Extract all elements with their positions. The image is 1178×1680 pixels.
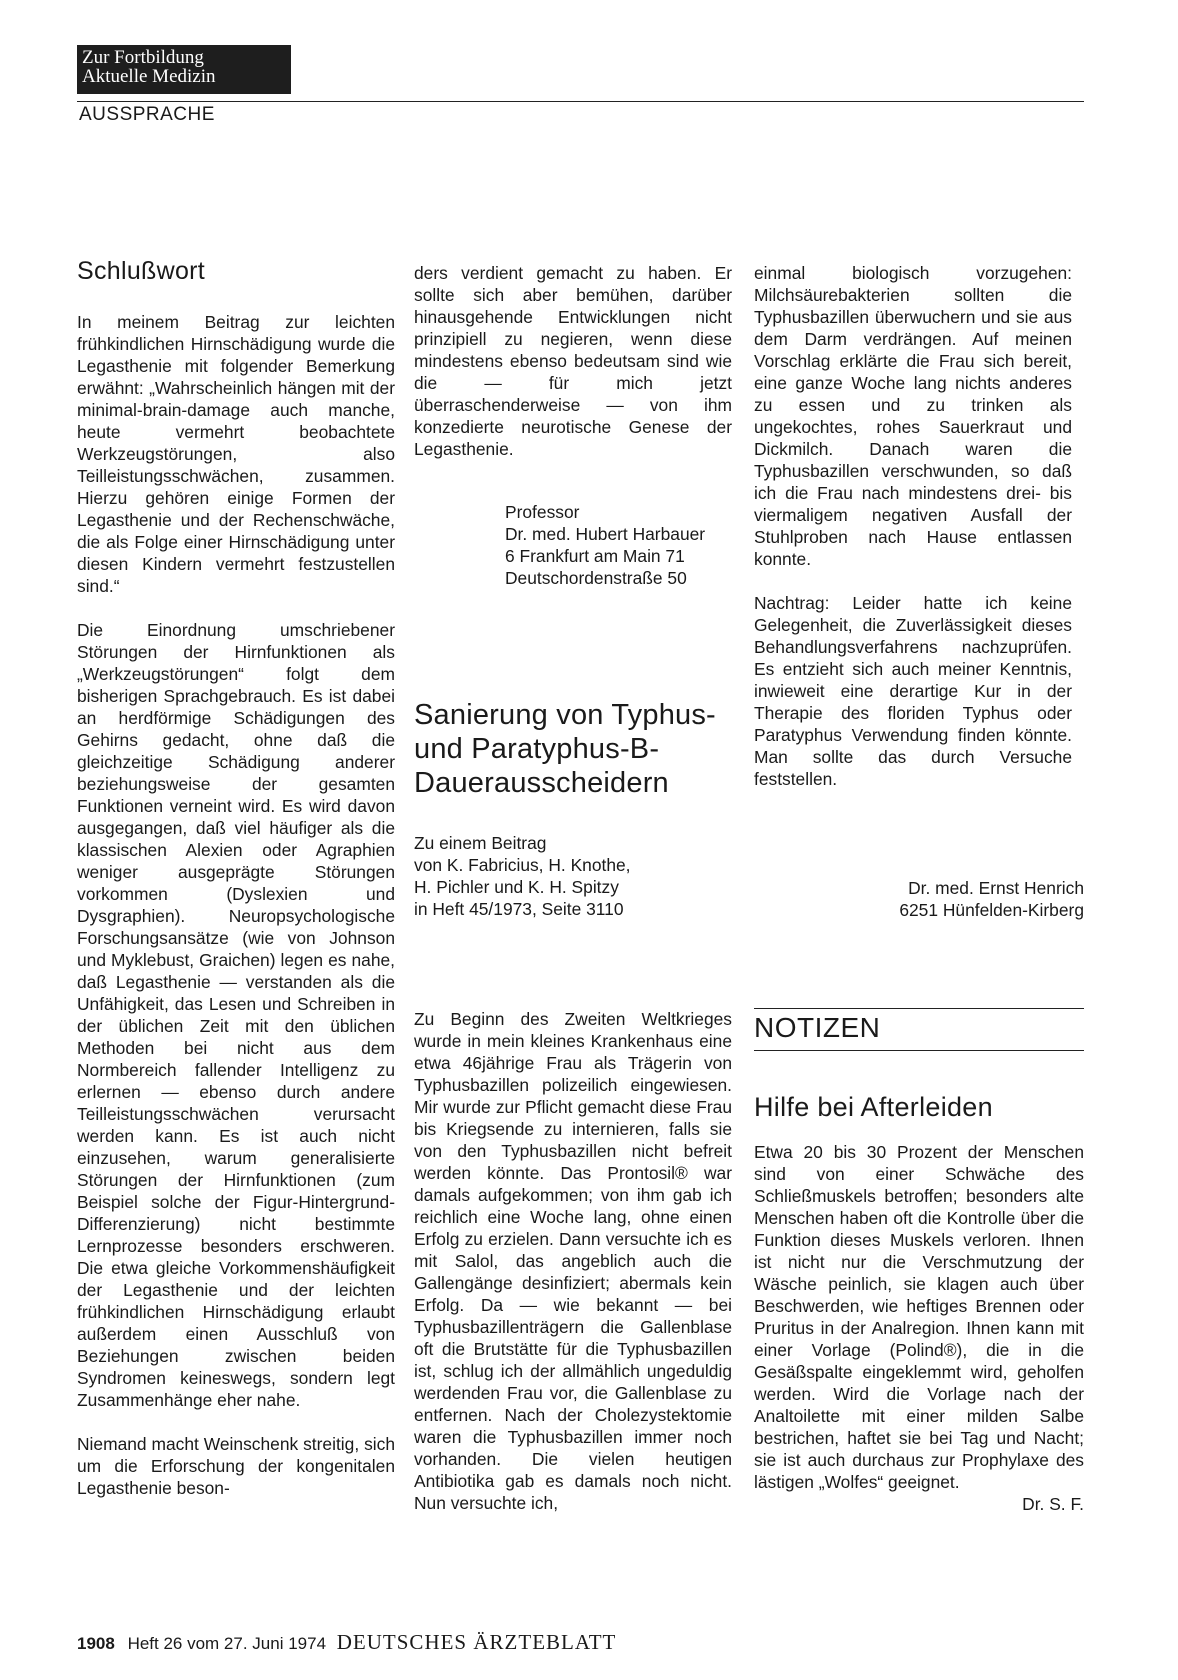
article-reference xyxy=(414,832,631,920)
reference-line: von K. Fabricius, H. Knothe, xyxy=(414,855,631,875)
notizen-rule-bottom xyxy=(754,1050,1084,1051)
paragraph: Niemand macht Weinschenk streitig, sich um die Erforschung der kongenitalen Legasthenie beson- xyxy=(77,1434,395,1498)
page-number: 1908 xyxy=(77,1634,115,1653)
author-name: Dr. med. Hubert Harbauer xyxy=(505,524,706,544)
author-street: Deutschordenstraße 50 xyxy=(505,568,687,588)
page-footer xyxy=(77,1630,616,1655)
paragraph: Etwa 20 bis 30 Prozent der Menschen sind von einer Schwäche des Schließmuskels betroffen; besonders alte Menschen haben oft die Kontrolle über die Funktion dieses Muskels verloren. Ihnen ist nicht nur die Verschmutzung der Wäsche peinlich, sie klagen auch über Beschwerden, wie heftiges Brennen oder Pruritus in der Analregion. Ihnen kann mit einer Vorlage (Polind®), die in die Gesäßspalte eingeklemmt wird, geholfen werden. Wird die Vorlage nach der Analtoilette mit einer milden Salbe bestrichen, haftet sie bei Tag und Nacht; sie ist auch durchaus zur Prophylaxe des lästigen „Wolfes“ geeignet. xyxy=(754,1142,1084,1492)
reference-line: Zu einem Beitrag xyxy=(414,833,547,853)
section-label: AUSSPRACHE xyxy=(79,104,215,125)
title-line: Sanierung von Typhus- xyxy=(414,699,716,731)
column-1 xyxy=(77,311,395,1499)
rubric-line-2: Aktuelle Medizin xyxy=(82,66,216,87)
reference-line: in Heft 45/1973, Seite 3110 xyxy=(414,899,624,919)
author-title: Professor xyxy=(505,502,580,522)
notiz-title: Hilfe bei Afterleiden xyxy=(754,1092,993,1122)
notiz-signature: Dr. S. F. xyxy=(1022,1494,1084,1514)
paragraph: Zu Beginn des Zweiten Weltkrieges wurde in mein kleines Krankenhaus eine etwa 46jährige Frau als Trägerin von Typhusbazillen polizeilich eingewiesen. Mir wurde zur Pflicht gemacht diese Frau bis Kriegsende zu internieren, falls sie von den Typhusbazillen nicht befreit werden könnte. Das Prontosil® war damals aufgekommen; von ihm gab ich reichlich eine Woche lang, ohne einen Erfolg zu erzielen. Dann versuchte ich es mit Salol, das angeblich auch die Gallengänge desinfiziert; abermals kein Erfolg. Da — wie bekannt — bei Typhusbazillenträgern die Gallenblase oft die Brutstätte für die Typhusbazillen ist, schlug ich der allmählich ungeduldig werdenden Frau vor, die Gallenblase zu entfernen. Nach der Cholezystektomie waren die Typhusbazillen immer noch vorhanden. Die vielen heutigen Antibiotika gab es damals noch nicht. Nun versuchte ich, xyxy=(414,1009,732,1513)
author-name: Dr. med. Ernst Henrich xyxy=(908,878,1084,898)
paragraph: Die Einordnung umschriebener Störungen der Hirnfunktionen als „Werkzeugstörungen“ folgt dem bisherigen Sprachgebrauch. Es ist dabei an herdförmige Schädigungen des Gehirns gedacht, ohne daß die gleichzeitige Schädigung anderer beziehungsweise der gesamten Funktionen verneint wird. Es wird davon ausgegangen, daß viel häufiger als die klassischen Alexien oder Agraphien weniger ausgeprägte Störungen vorkommen (Dyslexien und Dysgraphien). Neuropsychologische Forschungsansätze (wie von Johnson und Myklebust, Graichen) legen es nahe, daß Legasthenie — verstanden als die Unfähigkeit, das Lesen und Schreiben in der üblichen Zeit mit den üblichen Methoden bei nicht aus dem Normbereich fallender Intelligenz zu erlernen — ebenso durch andere Teilleistungsschwächen verursacht werden kann. Es ist auch nicht einzusehen, warum generalisierte Störungen der Hirnfunktionen (zum Beispiel solche der Figur-Hintergrund-Differenzierung) nicht bestimmte Lernprozesse besonders erschweren. Die etwa gleiche Vorkommenshäufigkeit der Legasthenie und der leichten frühkindlichen Hirnschädigung erlaubt außerdem einen Ausschluß von Beziehungen zwischen beiden Syndromen keineswegs, sondern legt Zusammenhänge eher nahe. xyxy=(77,620,395,1410)
column-2-bottom xyxy=(414,1008,732,1514)
rubric-label xyxy=(77,45,291,94)
author-city: 6251 Hünfelden-Kirberg xyxy=(899,900,1084,920)
notizen-heading: NOTIZEN xyxy=(754,1012,881,1043)
title-line: Dauerausscheidern xyxy=(414,767,669,799)
header-rule xyxy=(77,101,1084,102)
author-address-henrich xyxy=(754,877,1084,921)
paragraph: Nachtrag: Leider hatte ich keine Gelegenheit, die Zuverlässigkeit dieses Behandlungsverfahrens nachzuprüfen. Es entzieht sich auch meiner Kenntnis, inwieweit eine derartige Kur in der Therapie des floriden Typhus oder Paratyphus Verwendung finden könnte. Man sollte das durch Versuche feststellen. xyxy=(754,593,1072,789)
article-title-sanierung xyxy=(414,698,716,800)
author-city: 6 Frankfurt am Main 71 xyxy=(505,546,685,566)
title-line: und Paratyphus-B- xyxy=(414,733,660,765)
paragraph: In meinem Beitrag zur leichten frühkindlichen Hirnschädigung wurde die Legasthenie mit folgender Bemerkung erwähnt: „Wahrscheinlich hängen mit der minimal-brain-damage auch manche, heute vermehrt beobachtete Werkzeugstörungen, also Teilleistungsschwächen, zusammen. Hierzu gehören einige Formen der Legasthenie und der Rechenschwäche, die als Folge einer Hirnschädigung unter diesen Kindern vermehrt festzustellen sind.“ xyxy=(77,312,395,596)
article-title-schlusswort: Schlußwort xyxy=(77,257,206,285)
paragraph: ders verdient gemacht zu haben. Er sollte sich aber bemühen, darüber hinausgehende Entwicklungen nicht prinzipiell zu negieren, wenn diese mindestens ebenso bedeutsam sind wie die — für mich jetzt überraschenderweise — von ihm konzedierte neurotische Genese der Legasthenie. xyxy=(414,263,732,459)
reference-line: H. Pichler und K. H. Spitzy xyxy=(414,877,619,897)
notizen-rule-top xyxy=(754,1008,1084,1009)
issue-info: Heft 26 vom 27. Juni 1974 xyxy=(127,1634,327,1653)
column-3-top xyxy=(754,262,1072,790)
column-2-top xyxy=(414,262,732,460)
paragraph: einmal biologisch vorzugehen: Milchsäurebakterien sollten die Typhusbazillen überwuchern und sie aus dem Darm verdrängen. Auf meinen Vorschlag erklärte die Frau sich bereit, eine ganze Woche lang nichts anderes zu essen und zu trinken als ungekochtes, rohes Sauerkraut und Dickmilch. Danach waren die Typhusbazillen verschwunden, so daß ich die Frau nach mindestens drei- bis viermaligem negativen Ausfall der Stuhlproben nach Hause entlassen konnte. xyxy=(754,263,1072,569)
author-address-harbauer xyxy=(505,501,705,589)
magazine-name: DEUTSCHES ÄRZTEBLATT xyxy=(336,1630,617,1654)
rubric-line-1: Zur Fortbildung xyxy=(82,47,204,68)
notiz-body xyxy=(754,1141,1084,1515)
